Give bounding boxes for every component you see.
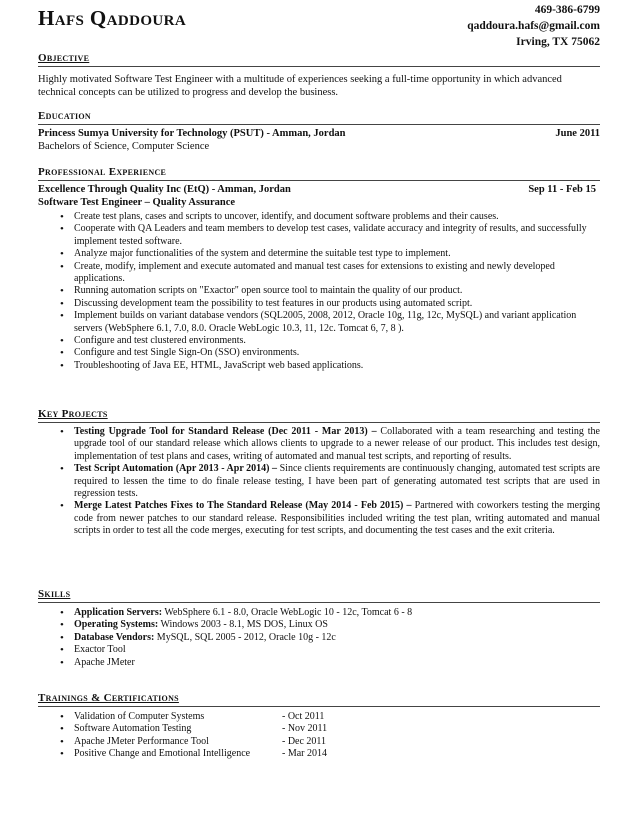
- skill-label: Application Servers:: [74, 607, 163, 618]
- certifications-list: [38, 711, 600, 761]
- list-item: [38, 711, 600, 723]
- list-item: [38, 736, 600, 748]
- projects-title: Key Projects: [38, 408, 108, 420]
- list-item: • Analyze major functionalities of the system and determine the suitable test type to implement.: [38, 248, 600, 260]
- cert-date: - Oct 2011: [282, 711, 325, 722]
- projects-list: [38, 426, 600, 538]
- projects-section: [38, 408, 600, 538]
- list-item: • Discussing development team the possibility to test features in our products using automated script.: [38, 298, 600, 310]
- skill-value: MySQL, SQL 2005 - 2012, Oracle 10g - 12c: [154, 631, 336, 643]
- employment-dates: Sep 11 - Feb 15: [528, 184, 596, 195]
- list-item: • Cooperate with QA Leaders and team members to develop test cases, validate accuracy and integrity of results, and successfully implement tested software.: [38, 223, 600, 248]
- certifications-section: [38, 692, 600, 761]
- skills-list: [38, 607, 600, 669]
- skill-value: Apache JMeter: [74, 656, 135, 668]
- list-item: [38, 632, 600, 644]
- certifications-title: Trainings & Certifications: [38, 692, 179, 704]
- divider: [38, 66, 600, 67]
- experience-bullets: [38, 211, 600, 372]
- objective-section: [38, 52, 600, 99]
- experience-section: [38, 166, 600, 372]
- list-item: • Configure and test Single Sign-On (SSO) environments.: [38, 347, 600, 359]
- company-name: Excellence Through Quality Inc (EtQ) - Amman, Jordan: [38, 184, 291, 195]
- location: Irving, TX 75062: [516, 36, 600, 48]
- list-item: • Troubleshooting of Java EE, HTML, JavaScript web based applications.: [38, 360, 600, 372]
- education-row: [38, 127, 600, 140]
- contact-block: [467, 2, 600, 50]
- cert-name: • Positive Change and Emotional Intelligence: [74, 748, 251, 760]
- degree: Bachelors of Science, Computer Science: [38, 141, 210, 152]
- skill-label: Database Vendors:: [74, 631, 155, 643]
- email: qaddoura.hafs@gmail.com: [467, 20, 600, 32]
- cert-name: • Validation of Computer Systems: [74, 711, 205, 722]
- skills-section: [38, 588, 600, 669]
- project-text: Partnered with coworkers testing the merging code from newer patches to our standard release. Responsibilities included writing the test plan, writing automated and manual scripts in order to test all the code merges, executing for test scripts, and documenting the test cases and the exit criteria.: [74, 500, 600, 537]
- cert-name: • Software Automation Testing: [74, 723, 192, 735]
- list-item: [38, 619, 600, 631]
- project-heading: Merge Latest Patches Fixes to The Standard Release (May 2014 - Feb 2015) –: [74, 500, 412, 512]
- objective-title: Objective: [38, 52, 90, 64]
- list-item: [38, 426, 600, 463]
- project-text: Since clients requirements are continuously changing, automated test scripts are required to lessen the time to do finale release testing, I have been part of generating automated test scripts that are used in regression tests.: [74, 463, 600, 500]
- divider: [38, 602, 600, 603]
- list-item: • Create test plans, cases and scripts to uncover, identify, and document software problems and their causes.: [38, 211, 600, 223]
- cert-name: • Apache JMeter Performance Tool: [74, 735, 209, 747]
- cert-date: - Nov 2011: [282, 723, 328, 735]
- graduation-date: June 2011: [555, 128, 600, 139]
- cert-date: - Dec 2011: [282, 735, 327, 747]
- skills-title: Skills: [38, 588, 71, 600]
- skill-value: Exactor Tool: [74, 644, 126, 656]
- list-item: [38, 463, 600, 500]
- list-item: [38, 748, 600, 760]
- list-item: [38, 607, 600, 619]
- list-item: [38, 500, 600, 537]
- job-role: Software Test Engineer – Quality Assurance: [38, 197, 236, 208]
- skill-value: Windows 2003 - 8.1, MS DOS, Linux OS: [158, 619, 328, 631]
- list-item: • Create, modify, implement and execute automated and manual test cases for extensions to existing and newly developed applications.: [38, 261, 600, 286]
- skill-value: WebSphere 6.1 - 8.0, Oracle WebLogic 10 - 12c, Tomcat 6 - 8: [162, 607, 413, 618]
- list-item: • Configure and test clustered environments.: [38, 335, 600, 347]
- divider: [38, 180, 600, 181]
- candidate-name: Hafs Qaddoura: [38, 6, 187, 30]
- objective-text: Highly motivated Software Test Engineer with a multitude of experiences seeking a full-time opportunity in which advanced technical concepts can be utilized to progress and develop the business.: [38, 74, 562, 98]
- divider: [38, 124, 600, 125]
- list-item: • Running automation scripts on "Exactor" open source tool to maintain the quality of our product.: [38, 285, 600, 297]
- school-name: Princess Sumya University for Technology (PSUT) - Amman, Jordan: [38, 128, 346, 139]
- education-section: [38, 110, 600, 153]
- divider: [38, 706, 600, 707]
- project-heading: Test Script Automation (Apr 2013 - Apr 2014) –: [74, 463, 278, 475]
- project-heading: Testing Upgrade Tool for Standard Release (Dec 2011 - Mar 2013) –: [74, 426, 377, 437]
- project-text: Collaborated with a team researching and testing the upgrade tool of our standard release which allows clients to upgrade to a newer release of our product. This includes test design, implementation of test plans and cases, writing of automated and manual test scripts, and reporting of results.: [74, 426, 600, 462]
- experience-title: Professional Experience: [38, 166, 167, 178]
- phone: 469-386-6799: [534, 4, 600, 16]
- company-row: [38, 183, 600, 196]
- list-item: [38, 657, 600, 669]
- skill-label: Operating Systems:: [74, 619, 159, 631]
- list-item: [38, 644, 600, 656]
- list-item: • Implement builds on variant database vendors (SQL2005, 2008, 2012, Oracle 10g, 11g, 12c, MySQL) and variant application servers (WebSphere 6.1, 7.0, 8.0. Oracle WebLogic 10.3, 11, 12c. Tomcat 6, 7, 8 ).: [38, 310, 600, 335]
- divider: [38, 422, 600, 423]
- list-item: [38, 723, 600, 735]
- education-title: Education: [38, 110, 92, 122]
- cert-date: - Mar 2014: [282, 748, 327, 760]
